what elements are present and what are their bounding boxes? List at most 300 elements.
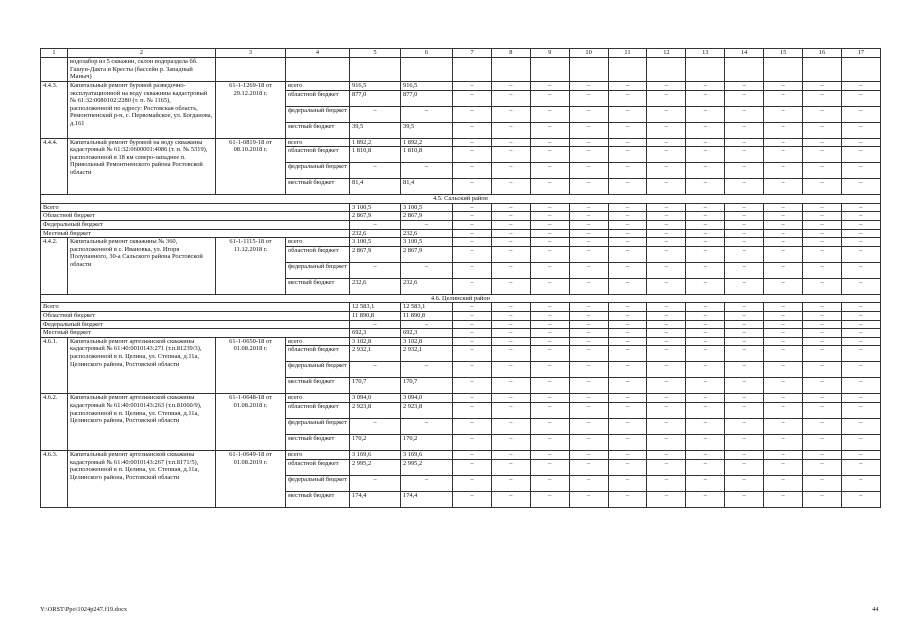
dash-cell: – (841, 138, 880, 147)
dash-cell: – (764, 229, 803, 238)
dash-cell: – (453, 394, 492, 403)
funding-source: федеральный бюджет (286, 106, 350, 122)
column-header: 2 (68, 49, 216, 58)
value-col5: 2 932,1 (350, 346, 401, 362)
dash-cell: – (686, 418, 725, 434)
dash-cell: – (569, 475, 608, 491)
dash-cell: – (569, 337, 608, 346)
dash-cell: – (453, 475, 492, 491)
dash-cell: – (725, 179, 764, 195)
funding-source: областной бюджет (286, 402, 350, 418)
dash-cell: – (453, 106, 492, 122)
value-col5: 2 923,8 (350, 402, 401, 418)
dash-cell: – (530, 459, 569, 475)
dash-cell: – (764, 106, 803, 122)
dash-cell: – (764, 220, 803, 229)
dash-cell: – (803, 246, 842, 262)
dash-cell: – (530, 229, 569, 238)
dash-cell: – (647, 434, 686, 450)
dash-cell: – (530, 212, 569, 221)
dash-cell: – (569, 278, 608, 294)
value-col6: 232,6 (401, 229, 453, 238)
contract-code: 61-1-0819-18 от 08.10.2018 г. (216, 138, 286, 195)
dash-cell: – (764, 212, 803, 221)
dash-cell: – (647, 90, 686, 106)
dash-cell: – (764, 475, 803, 491)
dash-cell: – (453, 82, 492, 91)
dash-cell: – (841, 450, 880, 459)
dash-cell: – (608, 220, 647, 229)
funding-source: всего (286, 450, 350, 459)
value-col5: 174,4 (350, 491, 401, 507)
dash-cell: – (569, 362, 608, 378)
dash-cell: – (647, 329, 686, 338)
value-col6: 2 932,1 (401, 346, 453, 362)
funding-source: местный бюджет (286, 491, 350, 507)
dash-cell: – (647, 491, 686, 507)
dash-cell: – (530, 320, 569, 329)
value-col5: 232,6 (350, 229, 401, 238)
dash-cell: – (569, 402, 608, 418)
column-header: 14 (725, 49, 764, 58)
dash-cell: – (530, 402, 569, 418)
dash-cell: – (647, 362, 686, 378)
dash-cell: – (569, 138, 608, 147)
dash-cell: – (608, 262, 647, 278)
value-col5: – (350, 320, 401, 329)
dash-cell: – (491, 418, 530, 434)
column-header: 11 (608, 49, 647, 58)
dash-cell: – (764, 262, 803, 278)
empty-cell (530, 58, 569, 82)
dash-cell: – (841, 394, 880, 403)
dash-cell: – (608, 122, 647, 138)
dash-cell: – (764, 378, 803, 394)
funding-source: местный бюджет (286, 179, 350, 195)
dash-cell: – (725, 311, 764, 320)
value-col6: 3 100,5 (401, 238, 453, 247)
dash-cell: – (608, 138, 647, 147)
dash-cell: – (530, 122, 569, 138)
dash-cell: – (841, 106, 880, 122)
value-col6: – (401, 418, 453, 434)
dash-cell: – (647, 163, 686, 179)
dash-cell: – (453, 337, 492, 346)
dash-cell: – (530, 106, 569, 122)
dash-cell: – (569, 434, 608, 450)
dash-cell: – (491, 82, 530, 91)
dash-cell: – (491, 262, 530, 278)
value-col5: 3 102,8 (350, 337, 401, 346)
dash-cell: – (453, 303, 492, 312)
empty-cell (216, 58, 286, 82)
value-col5: – (350, 418, 401, 434)
funding-source: областной бюджет (286, 246, 350, 262)
value-col5: 11 890,8 (350, 311, 401, 320)
funding-source: федеральный бюджет (286, 362, 350, 378)
dash-cell: – (803, 337, 842, 346)
dash-cell: – (647, 262, 686, 278)
dash-cell: – (841, 491, 880, 507)
dash-cell: – (608, 82, 647, 91)
project-row (41, 450, 881, 459)
funding-source: местный бюджет (286, 378, 350, 394)
dash-cell: – (803, 394, 842, 403)
dash-cell: – (453, 238, 492, 247)
dash-cell: – (608, 246, 647, 262)
dash-cell: – (608, 329, 647, 338)
item-number: 4.6.3. (41, 450, 68, 507)
dash-cell: – (530, 262, 569, 278)
dash-cell: – (491, 106, 530, 122)
dash-cell: – (569, 262, 608, 278)
value-col6: – (401, 475, 453, 491)
summary-label: Всего (41, 203, 350, 212)
funding-source: областной бюджет (286, 90, 350, 106)
value-col5: 2 995,2 (350, 459, 401, 475)
dash-cell: – (803, 378, 842, 394)
dash-cell: – (453, 329, 492, 338)
dash-cell: – (491, 303, 530, 312)
item-number: 4.4.2. (41, 238, 68, 295)
dash-cell: – (725, 320, 764, 329)
dash-cell: – (841, 402, 880, 418)
dash-cell: – (453, 459, 492, 475)
dash-cell: – (764, 450, 803, 459)
header-row (41, 49, 881, 58)
empty-cell (647, 58, 686, 82)
dash-cell: – (647, 229, 686, 238)
column-header: 3 (216, 49, 286, 58)
dash-cell: – (453, 402, 492, 418)
dash-cell: – (569, 220, 608, 229)
footer-file-path: Y:\ORST\Ppo\1024p247.f19.docx (40, 606, 128, 613)
value-col5: 692,3 (350, 329, 401, 338)
dash-cell: – (725, 278, 764, 294)
column-header: 10 (569, 49, 608, 58)
column-header: 6 (401, 49, 453, 58)
funding-source: всего (286, 138, 350, 147)
funding-source: всего (286, 238, 350, 247)
column-header: 7 (453, 49, 492, 58)
value-col5: – (350, 362, 401, 378)
dash-cell: – (764, 246, 803, 262)
dash-cell: – (841, 179, 880, 195)
value-col5: 3 100,5 (350, 238, 401, 247)
dash-cell: – (725, 303, 764, 312)
dash-cell: – (608, 402, 647, 418)
column-header: 16 (803, 49, 842, 58)
value-col5: – (350, 475, 401, 491)
dash-cell: – (686, 163, 725, 179)
dash-cell: – (491, 434, 530, 450)
section-title: 4.5. Сальский район (41, 195, 881, 204)
dash-cell: – (608, 147, 647, 163)
column-header: 9 (530, 49, 569, 58)
dash-cell: – (803, 362, 842, 378)
funding-source: всего (286, 394, 350, 403)
dash-cell: – (725, 346, 764, 362)
dash-cell: – (491, 246, 530, 262)
dash-cell: – (569, 346, 608, 362)
dash-cell: – (725, 147, 764, 163)
dash-cell: – (764, 337, 803, 346)
column-header: 12 (647, 49, 686, 58)
summary-label: Всего (41, 303, 350, 312)
dash-cell: – (647, 394, 686, 403)
dash-cell: – (803, 138, 842, 147)
dash-cell: – (647, 212, 686, 221)
summary-label: Федеральный бюджет (41, 220, 350, 229)
dash-cell: – (569, 246, 608, 262)
funding-source: местный бюджет (286, 278, 350, 294)
column-header: 17 (841, 49, 880, 58)
dash-cell: – (725, 220, 764, 229)
dash-cell: – (686, 434, 725, 450)
dash-cell: – (647, 418, 686, 434)
dash-cell: – (647, 82, 686, 91)
dash-cell: – (491, 378, 530, 394)
dash-cell: – (764, 238, 803, 247)
value-col6: 3 094,0 (401, 394, 453, 403)
dash-cell: – (647, 378, 686, 394)
dash-cell: – (569, 238, 608, 247)
dash-cell: – (453, 278, 492, 294)
dash-cell: – (491, 337, 530, 346)
dash-cell: – (608, 337, 647, 346)
dash-cell: – (686, 179, 725, 195)
item-number: 4.6.2. (41, 394, 68, 451)
project-row (41, 394, 881, 403)
dash-cell: – (841, 329, 880, 338)
dash-cell: – (491, 179, 530, 195)
dash-cell: – (453, 229, 492, 238)
funding-source: федеральный бюджет (286, 262, 350, 278)
dash-cell: – (725, 163, 764, 179)
dash-cell: – (453, 434, 492, 450)
dash-cell: – (686, 229, 725, 238)
value-col6: 2 867,9 (401, 246, 453, 262)
dash-cell: – (491, 394, 530, 403)
dash-cell: – (647, 278, 686, 294)
summary-label: Областной бюджет (41, 311, 350, 320)
dash-cell: – (841, 434, 880, 450)
dash-cell: – (803, 212, 842, 221)
value-col5: 1 892,2 (350, 138, 401, 147)
dash-cell: – (686, 459, 725, 475)
project-row (41, 238, 881, 247)
summary-row (41, 311, 881, 320)
value-col5: 232,6 (350, 278, 401, 294)
dash-cell: – (647, 459, 686, 475)
value-col5: 3 094,0 (350, 394, 401, 403)
dash-cell: – (725, 138, 764, 147)
dash-cell: – (569, 303, 608, 312)
dash-cell: – (803, 459, 842, 475)
empty-cell (491, 58, 530, 82)
dash-cell: – (647, 106, 686, 122)
dash-cell: – (841, 418, 880, 434)
value-col5: – (350, 163, 401, 179)
value-col6: 39,5 (401, 122, 453, 138)
dash-cell: – (803, 402, 842, 418)
dash-cell: – (530, 362, 569, 378)
item-number: 4.4.3. (41, 82, 68, 139)
dash-cell: – (530, 450, 569, 459)
dash-cell: – (841, 337, 880, 346)
dash-cell: – (764, 320, 803, 329)
dash-cell: – (608, 203, 647, 212)
dash-cell: – (725, 229, 764, 238)
empty-cell (350, 58, 401, 82)
dash-cell: – (491, 220, 530, 229)
dash-cell: – (803, 475, 842, 491)
dash-cell: – (569, 82, 608, 91)
dash-cell: – (647, 346, 686, 362)
dash-cell: – (725, 459, 764, 475)
dash-cell: – (841, 147, 880, 163)
dash-cell: – (608, 90, 647, 106)
value-col6: 3 102,8 (401, 337, 453, 346)
dash-cell: – (725, 475, 764, 491)
item-number-cell (41, 58, 68, 82)
dash-cell: – (764, 90, 803, 106)
dash-cell: – (453, 220, 492, 229)
dash-cell: – (569, 320, 608, 329)
value-col6: – (401, 362, 453, 378)
dash-cell: – (803, 262, 842, 278)
dash-cell: – (764, 394, 803, 403)
funding-source: всего (286, 82, 350, 91)
dash-cell: – (530, 346, 569, 362)
dash-cell: – (803, 434, 842, 450)
description-cell: водозабор из 5 скважин, склон водораздела бб. Гашун-Дакта и Кресты (бассейн р. Западный Маныч) (68, 58, 216, 82)
dash-cell: – (841, 203, 880, 212)
dash-cell: – (530, 394, 569, 403)
dash-cell: – (841, 90, 880, 106)
summary-label: Областной бюджет (41, 212, 350, 221)
dash-cell: – (686, 402, 725, 418)
contract-code: 61-1-0648-18 от 01.08.2018 г. (216, 394, 286, 451)
dash-cell: – (491, 402, 530, 418)
dash-cell: – (608, 179, 647, 195)
dash-cell: – (803, 418, 842, 434)
dash-cell: – (803, 106, 842, 122)
dash-cell: – (491, 212, 530, 221)
project-row (41, 138, 881, 147)
item-number: 4.6.1. (41, 337, 68, 394)
value-col6: 1 892,2 (401, 138, 453, 147)
dash-cell: – (841, 220, 880, 229)
dash-cell: – (686, 90, 725, 106)
dash-cell: – (803, 220, 842, 229)
column-header: 8 (491, 49, 530, 58)
dash-cell: – (764, 491, 803, 507)
dash-cell: – (453, 311, 492, 320)
dash-cell: – (530, 378, 569, 394)
dash-cell: – (491, 90, 530, 106)
dash-cell: – (686, 475, 725, 491)
dash-cell: – (569, 378, 608, 394)
dash-cell: – (608, 106, 647, 122)
funding-source: всего (286, 337, 350, 346)
funding-source: федеральный бюджет (286, 475, 350, 491)
dash-cell: – (453, 147, 492, 163)
empty-cell (686, 58, 725, 82)
dash-cell: – (725, 418, 764, 434)
dash-cell: – (725, 90, 764, 106)
dash-cell: – (647, 238, 686, 247)
dash-cell: – (530, 278, 569, 294)
value-col6: 2 923,8 (401, 402, 453, 418)
dash-cell: – (803, 278, 842, 294)
dash-cell: – (569, 203, 608, 212)
dash-cell: – (569, 106, 608, 122)
dash-cell: – (569, 329, 608, 338)
dash-cell: – (764, 459, 803, 475)
project-description: Капитальный ремонт скважины № 360, расположенной в с. Ивановка, ул. Игоря Полупанного, 30-а Сальского района Ростовской области (68, 238, 216, 295)
dash-cell: – (764, 82, 803, 91)
dash-cell: – (686, 346, 725, 362)
project-description: Капитальный ремонт артезианской скважины кадастровый № 61:40:0010143:263 (т.п.81060/9), расположенной в п. Целина, ул. Степная, д.11а, Целинского района, Ростовской области (68, 394, 216, 451)
dash-cell: – (569, 450, 608, 459)
dash-cell: – (841, 82, 880, 91)
dash-cell: – (530, 337, 569, 346)
dash-cell: – (608, 311, 647, 320)
dash-cell: – (491, 138, 530, 147)
dash-cell: – (530, 434, 569, 450)
dash-cell: – (608, 450, 647, 459)
dash-cell: – (530, 90, 569, 106)
dash-cell: – (453, 491, 492, 507)
dash-cell: – (569, 163, 608, 179)
value-col5: 1 810,8 (350, 147, 401, 163)
value-col6: 2 995,2 (401, 459, 453, 475)
column-header: 13 (686, 49, 725, 58)
dash-cell: – (764, 203, 803, 212)
empty-cell (608, 58, 647, 82)
dash-cell: – (453, 122, 492, 138)
value-col5: 39,5 (350, 122, 401, 138)
dash-cell: – (569, 418, 608, 434)
dash-cell: – (803, 82, 842, 91)
column-header: 15 (764, 49, 803, 58)
empty-cell (569, 58, 608, 82)
dash-cell: – (841, 122, 880, 138)
summary-row (41, 329, 881, 338)
dash-cell: – (725, 238, 764, 247)
dash-cell: – (530, 246, 569, 262)
dash-cell: – (647, 138, 686, 147)
summary-row (41, 303, 881, 312)
dash-cell: – (530, 329, 569, 338)
section-title: 4.6. Целинский район (41, 294, 881, 303)
dash-cell: – (725, 337, 764, 346)
dash-cell: – (608, 459, 647, 475)
page-number: 44 (872, 606, 879, 613)
funding-source: местный бюджет (286, 122, 350, 138)
dash-cell: – (453, 320, 492, 329)
value-col6: 2 867,9 (401, 212, 453, 221)
dash-cell: – (491, 203, 530, 212)
dash-cell: – (803, 229, 842, 238)
dash-cell: – (764, 278, 803, 294)
item-number: 4.4.4. (41, 138, 68, 195)
project-description: Капитальный ремонт буровой на воду скважины кадастровый № 61:32:0600001:4086 (т. п. № 5319), расположенной в 18 км северо-западнее п. Привольный Ремонтненского района Ростовской области (68, 138, 216, 195)
empty-cell (286, 58, 350, 82)
dash-cell: – (686, 450, 725, 459)
dash-cell: – (569, 311, 608, 320)
